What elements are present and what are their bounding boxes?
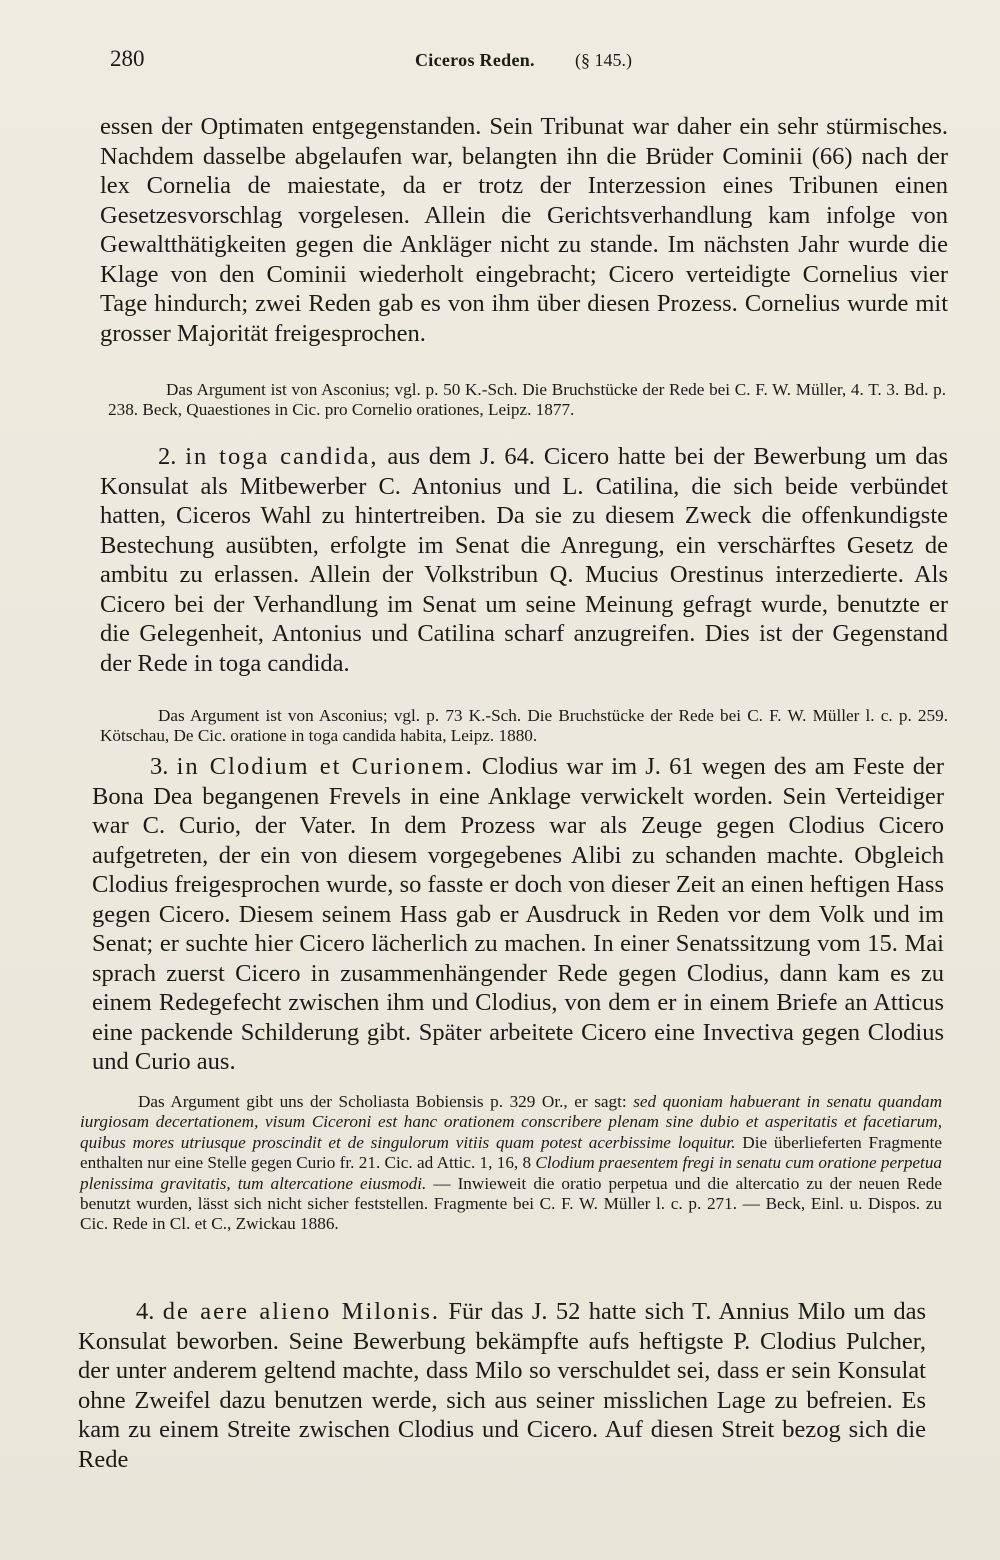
section-text: Clodius war im J. 61 wegen des am Feste der Bona Dea begangenen Frevels in eine Anklage verwickelt worden. Sein Verteidiger war C. Curio, der Vater. In dem Prozess war als Zeuge gegen Clodius Cicero aufgetreten, der ein von diesem vorgegebenes Alibi zu schanden machte. Obgleich Clodius freigesprochen wurde, so fasste er doch von dieser Zeit an einen heftigen Hass gegen Cicero. Diesem seinem Hass gab er Ausdruck in Reden vor dem Volk und im Senat; er suchte hier Cicero lächerlich zu machen. In einer Senatssitzung vom 15. Mai sprach zuerst Cicero in zusammenhängender Rede gegen Clodius, dann kam es zu einem Redegefecht zwischen ihm und Clodius, von dem er in einem Briefe an Atticus eine packende Schilderung gibt. Später arbeitete Cicero eine Invectiva gegen Clodius und Curio aus. [92, 753, 945, 1075]
section-2-paragraph [100, 442, 948, 678]
section-number: 2. [158, 443, 177, 470]
note-text-part: Die überlieferten Fragmente enthalten nur eine Stelle gegen Curio fr. 21. Cic. ad Attic. 1, 16, 8 [80, 1132, 943, 1173]
section-3 [92, 752, 944, 1077]
section-4-paragraph [78, 1297, 926, 1474]
footnote-2 [100, 706, 948, 747]
section-title: in toga candida, [185, 443, 379, 470]
section-3-paragraph [92, 752, 944, 1077]
page-header [110, 44, 930, 78]
running-title: Ciceros Reden. [415, 50, 535, 70]
section-text: Für das J. 52 hatte sich T. Annius Milo um das Konsulat beworben. Seine Bewerbung bekämpfte aufs heftigste P. Clodius Pulcher, der unter anderem geltend machte, dass Milo so verschuldet sei, dass er sein Konsulat ohne Zweifel dazu benutzen werde, sich aus seiner misslichen Lage zu befreien. Es kam zu einem Streite zwischen Clodius und Cicero. Auf diesen Streit bezog sich die Rede [78, 1298, 927, 1473]
section-number: 4. [136, 1298, 155, 1325]
section-reference: (§ 145.) [575, 50, 632, 70]
footnote-3 [80, 1092, 942, 1235]
paragraph-text: essen der Optimaten entgegenstanden. Sein Tribunat war daher ein sehr stürmisches. Nachdem dasselbe abgelaufen war, belangten ihn die Brüder Cominii (66) nach der lex Cornelia de maiestate, da er trotz der Interzession eines Tribunen einen Gesetzesvorschlag vorgelesen. Allein die Gerichtsverhandlung kam infolge von Gewaltthätigkeiten gegen die Ankläger nicht zu stande. Im nächsten Jahr wurde die Klage von den Cominii wiederholt eingebracht; Cicero verteidigte Cornelius vier Tage hindurch; zwei Reden gab es von ihm über diesen Prozess. Cornelius wurde mit grosser Majorität freigesprochen. [100, 113, 948, 347]
note-text-part: Das Argument gibt uns der Scholiasta Bobiensis p. 329 Or., er sagt: [138, 1092, 634, 1111]
section-text: aus dem J. 64. Cicero hatte bei der Bewerbung um das Konsulat als Mitbewerber C. Antonius und L. Catilina, die sich beide verbündet hatten, Ciceros Wahl zu hintertreiben. Da sie zu diesem Zweck die offenkundigste Bestechung ausübten, erfolgte im Senat die Anregung, ein verschärftes Gesetz de ambitu zu erlassen. Allein der Volkstribun Q. Mucius Orestinus interzedierte. Als Cicero bei der Verhandlung im Senat um seine Meinung gefragt wurde, benutzte er die Gelegenheit, Antonius und Catilina scharf anzugreifen. Dies ist der Gegenstand der Rede in toga candida. [100, 443, 949, 677]
section-4 [78, 1297, 926, 1474]
note-text-part: — Inwieweit die oratio perpetua und die altercatio zu der neuen Rede benutzt wurden, lässt sich nicht sicher feststellen. Fragmente bei C. F. W. Müller l. c. p. 271. — Beck, Einl. u. Dispos. zu Cic. Rede in Cl. et C., Zwickau 1886. [80, 1173, 943, 1234]
page-number: 280 [110, 46, 145, 71]
footnote-1 [108, 380, 946, 421]
section-title: de aere alieno Milonis. [162, 1298, 441, 1325]
footnote-text: Das Argument ist von Asconius; vgl. p. 50 K.-Sch. Die Bruchstücke der Rede bei C. F. W. Müller, 4. T. 3. Bd. p. 238. Beck, Quaestiones in Cic. pro Cornelio orationes, Leipz. 1877. [108, 380, 946, 420]
latin-quote: sed quoniam habuerant in senatu quandam iurgiosam decertationem, visum Ciceroni est hanc orationem conscribere plenam sine dubio et asperitatis et facetiarum, quibus mores utriusque proscindit et de singulorum vitiis quam potest acerbissime loquitur. [80, 1092, 942, 1152]
section-title: in Clodium et Curionem. [176, 753, 474, 780]
section-2 [100, 442, 948, 678]
footnote-text [80, 1092, 942, 1235]
section-number: 3. [150, 753, 169, 780]
latin-quote: Clodium praesentem fregi in senatu cum oratione perpetua plenissima gravitatis, tum altercatione eiusmodi. [80, 1153, 943, 1193]
continuation-paragraph [100, 112, 948, 348]
footnote-text: Das Argument ist von Asconius; vgl. p. 73 K.-Sch. Die Bruchstücke der Rede bei C. F. W. Müller l. c. p. 259. Kötschau, De Cic. oratione in toga candida habita, Leipz. 1880. [100, 706, 948, 746]
